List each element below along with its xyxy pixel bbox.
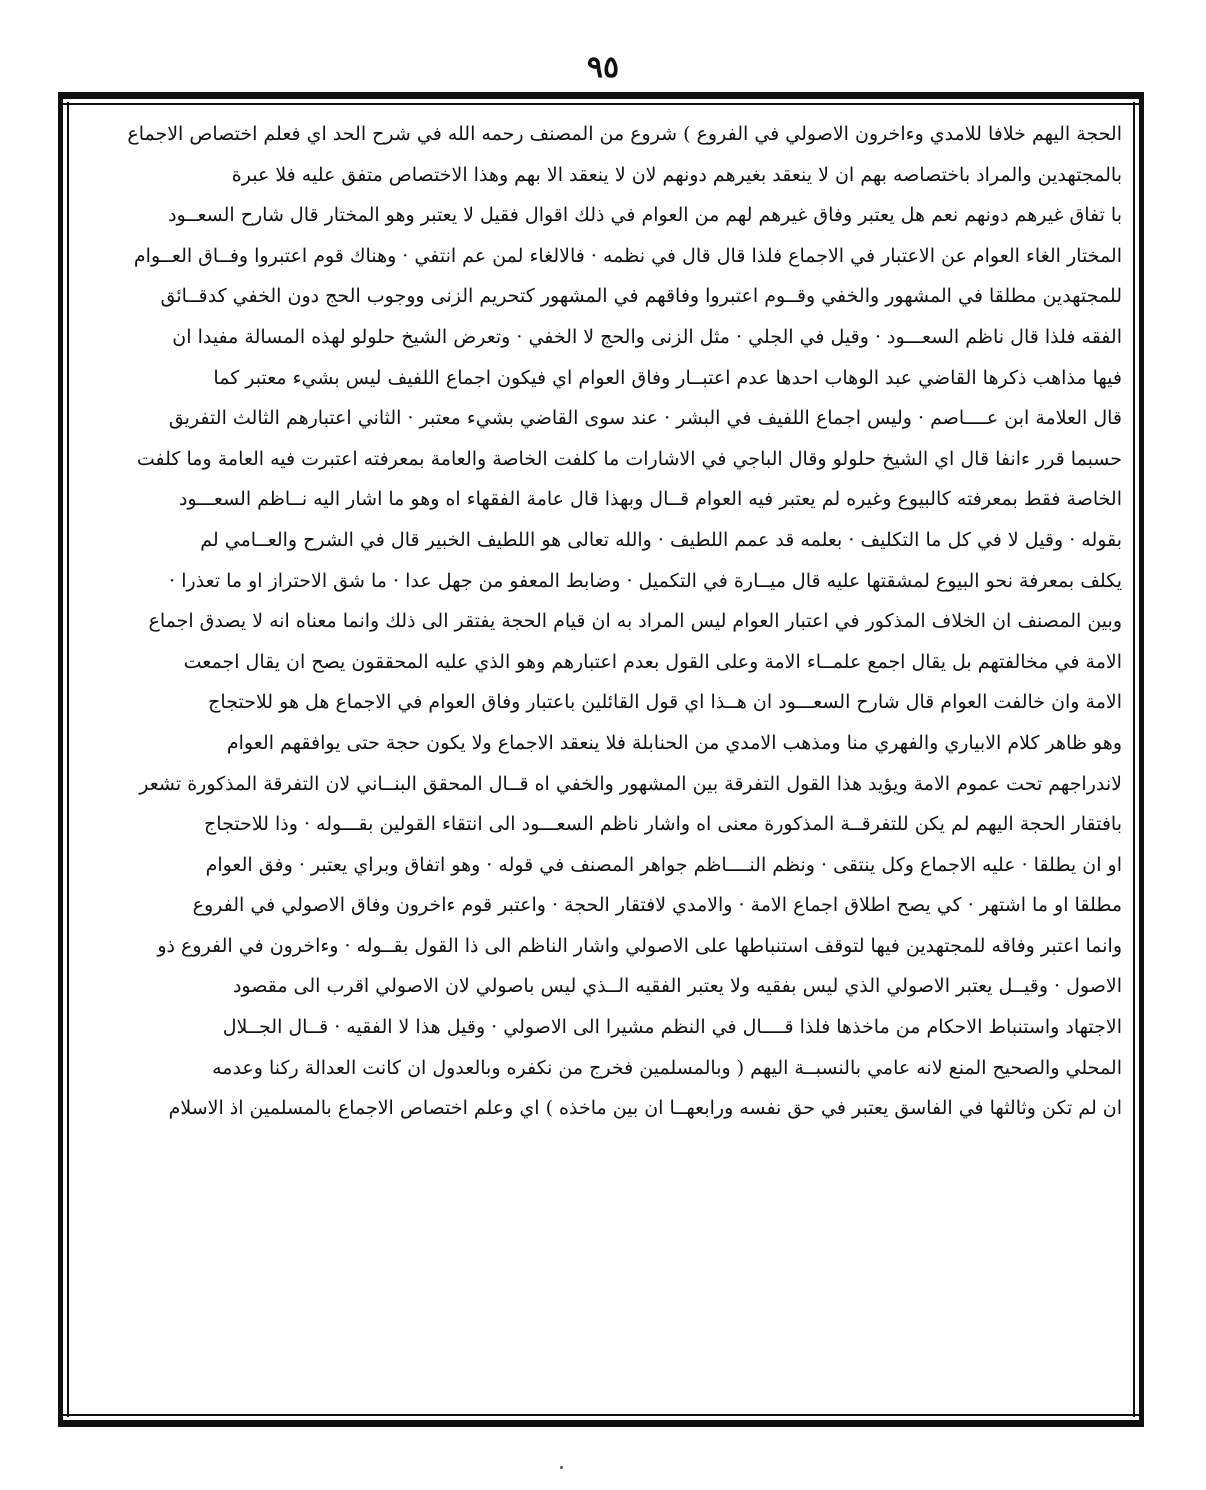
text-line: وبين المصنف ان الخلاف المذكور في اعتبار العوام ليس المراد به ان قيام الحجة يفتقر الى ذلك وانما معناه انه لا يصدق اجماع bbox=[148, 610, 1122, 633]
text-line: للمجتهدين مطلقا في المشهور والخفي وقــوم اعتبروا وفاقهم في المشهور كتحريم الزنى ووجوب الحج دون الخفي كدقــائق bbox=[160, 285, 1122, 308]
text-line: الخاصة فقط بمعرفته كالبيوع وغيره لم يعتبر فيه العوام قــال وبهذا قال عامة الفقهاء اه وهو ما اشار اليه نــاظم السعـــود bbox=[178, 488, 1122, 511]
scan-speck bbox=[560, 1466, 563, 1469]
text-line: مطلقا او ما اشتهر · كي يصح اطلاق اجماع الامة · والامدي لافتقار الحجة · واعتبر قوم ءاخرون وفاق الاصولي في الفروع bbox=[192, 894, 1122, 917]
frame-border-bottom-thin bbox=[58, 1414, 1144, 1416]
frame-border-right-thin bbox=[1133, 102, 1135, 1417]
text-line: الاصول · وقيــل يعتبر الاصولي الذي ليس بفقيه ولا يعتبر الفقيه الــذي ليس باصولي لان الاصولي اقرب الى مقصود bbox=[232, 975, 1122, 998]
text-line: بافتقار الحجة اليهم لم يكن للتفرقــة المذكورة معنى اه واشار ناظم السعـــود الى انتقاء القولين بقـــوله · وذا للاحتجاج bbox=[204, 813, 1122, 836]
text-line: يكلف بمعرفة نحو البيوع لمشقتها عليه قال ميــارة في التكميل · وضابط المعفو من جهل عدا · ما شق الاحتراز او ما تعذرا · bbox=[169, 569, 1122, 592]
text-line: بالمجتهدين والمراد باختصاصه بهم ان لا ينعقد بغيرهم دونهم لان لا ينعقد الا بهم وهذا الاختصاص متفق عليه فلا عبرة bbox=[231, 163, 1122, 186]
frame-border-right-thick bbox=[1139, 92, 1144, 1427]
text-line: المحلي والصحيح المنع لانه عامي بالنسبــة اليهم ( وبالمسلمين فخرج من نكفره وبالعدول ان كانت العدالة ركنا وعدمه bbox=[212, 1056, 1122, 1079]
text-line: الاجتهاد واستنباط الاحكام من ماخذها فلذا قــــال في النظم مشيرا الى الاصولي · وقيل هذا لا الفقيه · قــال الجــلال bbox=[222, 1016, 1122, 1039]
text-line: فيها مذاهب ذكرها القاضي عبد الوهاب احدها عدم اعتبــار وفاق العوام اي فيكون اجماع اللفيف ليس بشيء معتبر كما bbox=[213, 366, 1122, 389]
text-line: بقوله · وقيل لا في كل ما التكليف · بعلمه قد عمم اللطيف · والله تعالى هو اللطيف الخبير قال في الشرح والعــامي لم bbox=[200, 528, 1122, 551]
page-frame bbox=[58, 92, 1144, 1427]
text-line: او ان يطلقا · عليه الاجماع وكل ينتقى · ونظم النــــاظم جواهر المصنف في قوله · وهو اتفاق وبراي يعتبر · وفق العوام bbox=[205, 853, 1122, 876]
text-line: قال العلامة ابن عــــاصم · وليس اجماع اللفيف في البشر · عند سوى القاضي بشيء معتبر · الثاني اعتبارهم الثالث التفريق bbox=[168, 407, 1122, 430]
frame-border-top-thick bbox=[58, 92, 1144, 99]
text-line: الحجة اليهم خلافا للامدي وءاخرون الاصولي في الفروع ) شروع من المصنف رحمه الله في شرح الحد اي فعلم اختصاص الاجماع bbox=[127, 123, 1122, 145]
frame-border-left-thin bbox=[67, 102, 69, 1417]
text-line: وانما اعتبر وفاقه للمجتهدين فيها لتوقف استنباطها على الاصولي واشار الناظم الى ذا القول بقــوله · وءاخرون في الفروع ذو bbox=[157, 934, 1122, 957]
text-line: حسبما قرر ءانفا قال اي الشيخ حلولو وقال الباجي في الاشارات ما كلفت الخاصة والعامة بمعرفته اعتبرت فيه العامة وما كلفت bbox=[136, 447, 1122, 470]
text-line: المختار الغاء العوام عن الاعتبار في الاجماع فلذا قال قال في نظمه · فالالغاء لمن عم انتفي · وهناك قوم اعتبروا وفــاق العــوام bbox=[133, 244, 1122, 267]
text-line: الفقه فلذا قال ناظم السعـــود · وقيل في الجلي · مثل الزنى والحج لا الخفي · وتعرض الشيخ حلولو لهذه المسالة مفيدا ان bbox=[172, 325, 1122, 348]
commentary-text bbox=[80, 114, 1122, 1405]
frame-border-left-thick bbox=[58, 92, 63, 1427]
text-line: الامة وان خالفت العوام قال شارح السعـــود ان هــذا اي قول القائلين باعتبار وفاق العوام في الاجماع هل هو للاحتجاج bbox=[208, 691, 1122, 714]
frame-border-bottom-thick bbox=[58, 1420, 1144, 1427]
text-line: با تفاق غيرهم دونهم نعم هل يعتبر وفاق غيرهم لهم من العوام في ذلك اقوال فقيل لا يعتبر وهو المختار قال شارح السعــود bbox=[168, 204, 1122, 227]
text-line: ان لم تكن وثالثها في الفاسق يعتبر في حق نفسه ورابعهــا ان بين ماخذه ) اي وعلم اختصاص الاجماع بالمسلمين اذ الاسلام bbox=[168, 1097, 1122, 1120]
frame-border-top-thin bbox=[58, 103, 1144, 105]
text-line: الامة في مخالفتهم بل يقال اجمع علمــاء الامة وعلى القول بعدم اعتبارهم وهو الذي عليه المحققون يصح ان يقال اجمعت bbox=[183, 650, 1122, 673]
text-line: وهو ظاهر كلام الابياري والفهري منا ومذهب الامدي من الحنابلة فلا ينعقد الاجماع ولا يكون حجة حتى يوافقهم العوام bbox=[226, 731, 1122, 754]
page-number: ٩٥ bbox=[586, 50, 620, 85]
text-line: لاندراجهم تحت عموم الامة ويؤيد هذا القول التفرقة بين المشهور والخفي اه قــال المحقق البنــاني لان التفرقة المذكورة تشعر bbox=[139, 772, 1122, 795]
